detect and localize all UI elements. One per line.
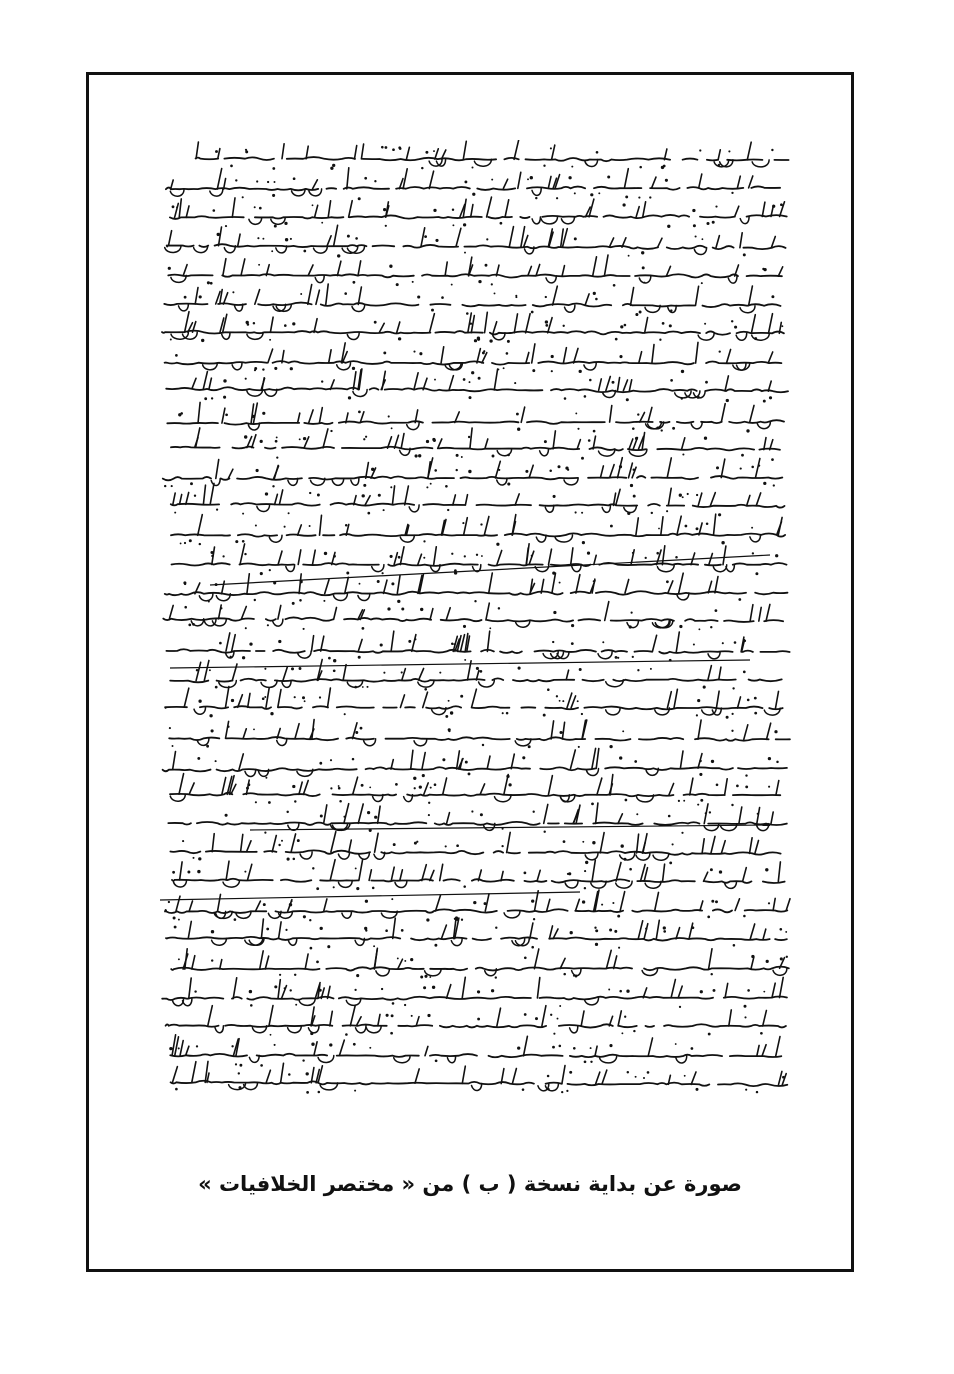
manuscript-handwriting [150,140,800,1100]
manuscript-rule-line [250,825,770,830]
manuscript-line [172,860,785,891]
manuscript-line [166,1006,786,1036]
manuscript-rule-line [170,660,750,668]
manuscript-line [168,803,787,834]
page-caption: صورة عن بداية نسخة ( ب ) من « مختصر الخلافيات » [198,1172,742,1196]
manuscript-line [163,602,783,631]
manuscript-line [168,255,783,287]
manuscript-line [165,573,788,605]
manuscript-line [163,748,787,780]
manuscript-line [171,514,785,546]
manuscript-line [171,1061,788,1093]
manuscript-image [150,140,800,1100]
manuscript-line [166,918,787,949]
manuscript-line [169,1035,781,1067]
manuscript-line [165,342,782,374]
manuscript-line [171,948,789,978]
manuscript-line [166,168,780,200]
manuscript-line [166,631,789,662]
manuscript-line [171,428,780,461]
manuscript-line [196,140,789,170]
manuscript-rule-line [160,892,580,900]
manuscript-line [170,197,787,228]
manuscript-line [165,225,786,257]
manuscript-line [170,774,780,807]
manuscript-line [165,890,790,922]
manuscript-line [169,720,790,749]
manuscript-line [163,458,783,489]
manuscript-line [164,284,780,316]
manuscript-line [162,312,784,343]
manuscript-line [171,483,785,516]
manuscript-line [165,687,783,719]
manuscript-line [170,832,780,865]
manuscript-line [167,402,784,432]
manuscript-line [166,369,788,403]
manuscript-line [162,977,787,1008]
